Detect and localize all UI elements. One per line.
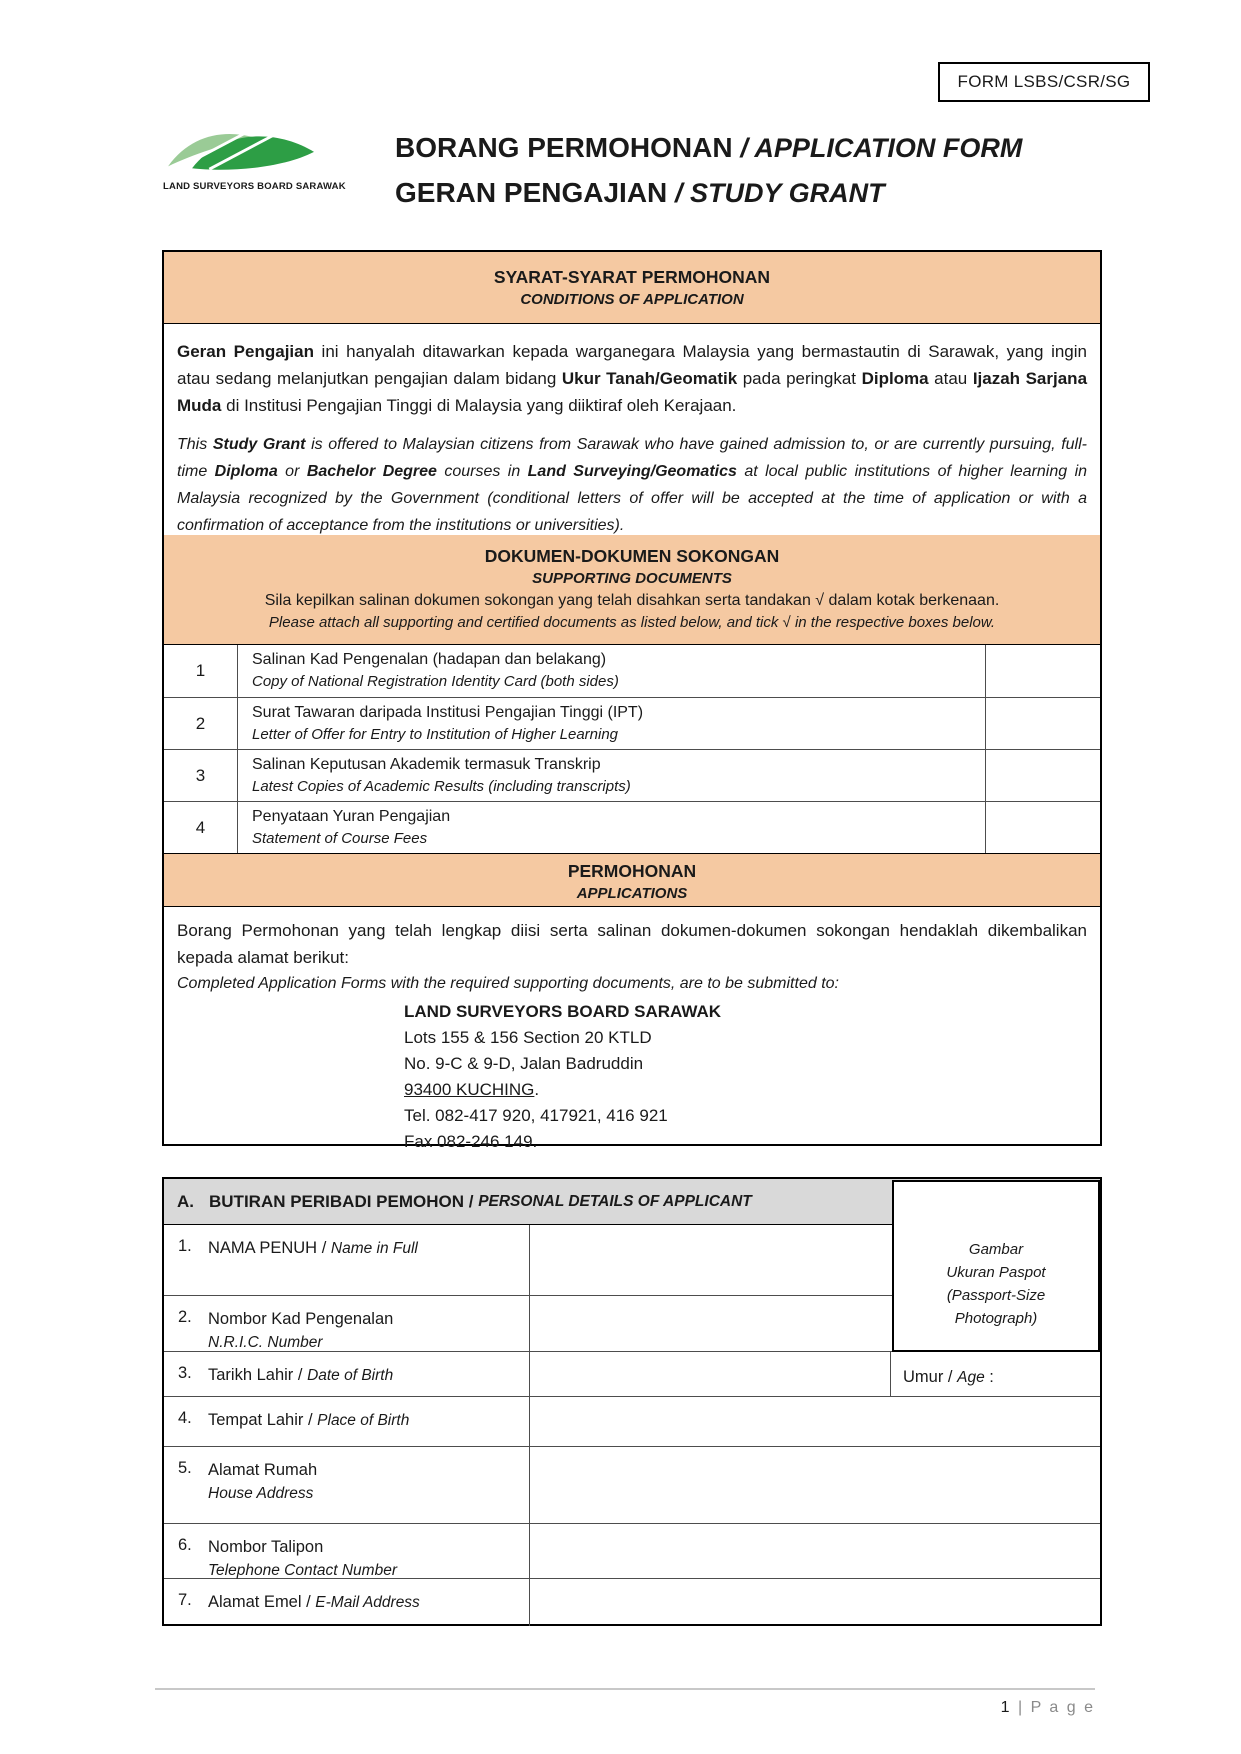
field-row-dob-en: Date of Birth — [307, 1367, 394, 1384]
field-row-house-address-ms: Alamat Rumah — [208, 1461, 318, 1479]
field-row-house-address-label — [164, 1447, 530, 1523]
text-segment: Ijazah Sarjana Muda — [177, 369, 1088, 415]
supporting-heading-en: SUPPORTING DOCUMENTS — [532, 570, 732, 587]
text-segment: Diploma — [861, 369, 929, 388]
field-row-phone — [164, 1523, 1100, 1578]
field-row-email-number: 7. — [178, 1591, 192, 1609]
document-row-3-number: 3 — [164, 750, 238, 801]
photo-box-line3: (Passport-Size — [946, 1287, 1046, 1304]
photo-box-line1: Gambar — [968, 1241, 1024, 1258]
field-row-house-address-number: 5. — [178, 1459, 192, 1477]
title-line2-en: / STUDY GRANT — [675, 178, 885, 208]
section-a-heading-en: PERSONAL DETAILS OF APPLICANT — [478, 1192, 752, 1210]
field-row-dob — [164, 1351, 1100, 1396]
document-row-4-ms: Penyataan Yuran Pengajian — [252, 808, 451, 825]
section-a-heading-sep: / — [464, 1191, 479, 1211]
applications-paragraph-en: Completed Application Forms with the required supporting documents, are to be submitted to: — [177, 975, 839, 992]
field-row-house-address-en: House Address — [208, 1485, 314, 1502]
text-segment: Study Grant — [212, 436, 306, 453]
section-a-heading-ms: BUTIRAN PERIBADI PEMOHON — [209, 1191, 465, 1211]
address-name: LAND SURVEYORS BOARD SARAWAK — [404, 1002, 722, 1021]
document-row-4 — [164, 801, 1100, 853]
photo-box-line2: Ukuran Paspot — [946, 1264, 1046, 1281]
field-row-phone-en: Telephone Contact Number — [208, 1562, 397, 1579]
tick-box-4[interactable] — [985, 802, 1100, 853]
document-row-3-text — [238, 750, 985, 801]
document-row-4-number: 4 — [164, 802, 238, 853]
page-footer — [155, 1688, 1095, 1717]
title-line1 — [395, 128, 1022, 173]
text-segment: 93400 KUCHING — [404, 1080, 535, 1099]
form-code-box — [938, 62, 1150, 102]
address-line2: No. 9-C & 9-D, Jalan Badruddin — [404, 1054, 644, 1073]
field-row-pob-sep: / — [303, 1411, 318, 1429]
footer-page-number: 1 — [1000, 1699, 1012, 1716]
document-row-2-number: 2 — [164, 698, 238, 749]
form-code-text: FORM LSBS/CSR/SG — [957, 72, 1131, 91]
field-row-dob-label — [164, 1352, 530, 1396]
dob-input-cell[interactable] — [530, 1352, 890, 1396]
conditions-heading-en: CONDITIONS OF APPLICATION — [520, 291, 744, 308]
field-row-dob-sep: / — [293, 1366, 308, 1384]
applications-paragraph-ms: Borang Permohonan yang telah lengkap diisi serta salinan dokumen-dokumen sokongan hendaklah dikembalikan kepada alamat berikut: — [177, 921, 1087, 967]
title-line1-ms: BORANG PERMOHONAN — [395, 132, 741, 163]
document-row-2-en: Letter of Offer for Entry to Institution of Higher Learning — [252, 726, 619, 743]
footer-page-label: P a g e — [1030, 1699, 1095, 1716]
document-row-2-ms: Surat Tawaran daripada Institusi Pengajian Tinggi (IPT) — [252, 704, 644, 721]
text-segment: pada peringkat — [737, 369, 862, 388]
tick-box-1[interactable] — [985, 645, 1100, 697]
age-label-sep: / — [943, 1368, 958, 1386]
title-line2 — [395, 173, 1022, 218]
text-segment: ini hanyalah ditawarkan kepada warganegara Malaysia yang bermastautin di Sarawak, yang ingin atau sedang melanjutkan pengajian dalam bidang — [177, 342, 1087, 388]
form-title — [395, 128, 1022, 218]
field-row-nric-ms: Nombor Kad Pengenalan — [208, 1310, 394, 1328]
text-segment: courses in — [436, 463, 528, 480]
field-row-pob-en: Place of Birth — [317, 1412, 410, 1429]
pob-input-cell[interactable] — [530, 1397, 1100, 1446]
supporting-heading-ms: DOKUMEN-DOKUMEN SOKONGAN — [484, 546, 780, 566]
conditions-paragraph-en — [177, 431, 1087, 539]
field-row-dob-ms: Tarikh Lahir — [208, 1366, 294, 1384]
title-line1-en: / APPLICATION FORM — [740, 133, 1023, 163]
age-cell[interactable] — [890, 1352, 1100, 1396]
document-row-3-ms: Salinan Keputusan Akademik termasuk Transkrip — [252, 756, 601, 773]
text-segment: atau — [928, 369, 973, 388]
title-line2-ms: GERAN PENGAJIAN — [395, 177, 676, 208]
text-segment: Ukur Tanah/Geomatik — [561, 369, 738, 388]
field-row-phone-label — [164, 1524, 530, 1578]
text-segment: or — [277, 463, 307, 480]
text-segment: Geran Pengajian — [177, 342, 314, 361]
main-form-box — [162, 250, 1102, 1151]
conditions-paragraph-ms — [177, 338, 1087, 419]
text-segment: This — [177, 436, 213, 453]
age-label-ms: Umur — [903, 1368, 944, 1386]
board-address-block — [404, 999, 1087, 1155]
address-fax: Fax 082-246 149. — [404, 1132, 538, 1151]
photo-box-line4: Photograph) — [954, 1310, 1038, 1327]
address-tel: Tel. 082-417 920, 417921, 416 921 — [404, 1106, 668, 1125]
field-row-email-label — [164, 1579, 530, 1626]
conditions-body — [164, 324, 1100, 535]
tick-box-3[interactable] — [985, 750, 1100, 801]
document-row-1-ms: Salinan Kad Pengenalan (hadapan dan belakang) — [252, 651, 607, 668]
field-row-name-label — [164, 1225, 530, 1295]
supporting-instruction-en: Please attach all supporting and certified documents as listed below, and tick √ in the respective boxes below. — [268, 614, 996, 631]
document-row-4-en: Statement of Course Fees — [252, 830, 428, 847]
supporting-documents-header — [164, 535, 1100, 645]
lsbs-logo-icon — [163, 126, 321, 174]
field-row-pob-ms: Tempat Lahir — [208, 1411, 304, 1429]
email-input-cell[interactable] — [530, 1579, 1100, 1626]
text-segment: Bachelor Degree — [306, 463, 437, 480]
field-row-pob-label — [164, 1397, 530, 1446]
field-row-name-ms: NAMA PENUH — [208, 1239, 318, 1257]
applications-body — [164, 907, 1100, 1151]
document-row-1-en: Copy of National Registration Identity Card (both sides) — [252, 673, 619, 690]
text-segment: is offered to Malaysian citizens from Sarawak who have gained admission to, or are currently pursuing, full-time — [177, 436, 1087, 480]
document-row-2 — [164, 697, 1100, 749]
tick-box-2[interactable] — [985, 698, 1100, 749]
phone-input-cell[interactable] — [530, 1524, 1100, 1578]
field-row-name-number: 1. — [178, 1237, 192, 1255]
lsbs-logo — [163, 126, 346, 192]
text-segment: . — [534, 1080, 540, 1099]
document-row-2-text — [238, 698, 985, 749]
document-row-3 — [164, 749, 1100, 801]
field-row-house-address — [164, 1446, 1100, 1523]
text-segment: Diploma — [214, 463, 278, 480]
age-label-colon: : — [984, 1368, 994, 1386]
field-row-dob-number: 3. — [178, 1364, 192, 1382]
field-row-email-ms: Alamat Emel — [208, 1593, 302, 1611]
supporting-instruction-ms: Sila kepilkan salinan dokumen sokongan yang telah disahkan serta tandakan √ dalam kotak berkenaan. — [264, 592, 1000, 609]
logo-caption: LAND SURVEYORS BOARD SARAWAK — [163, 181, 346, 192]
text-segment: Land Surveying/Geomatics — [527, 463, 737, 480]
address-line3 — [404, 1077, 1087, 1103]
document-row-3-en: Latest Copies of Academic Results (including transcripts) — [252, 778, 631, 795]
passport-photo-box[interactable] — [892, 1180, 1100, 1352]
field-row-phone-number: 6. — [178, 1536, 192, 1554]
field-row-name-sep: / — [317, 1239, 331, 1257]
document-row-1-number: 1 — [164, 645, 238, 697]
document-row-4-text — [238, 802, 985, 853]
field-row-email-en: E-Mail Address — [315, 1594, 420, 1611]
applications-header — [164, 853, 1100, 907]
field-row-name-en: Name in Full — [330, 1240, 418, 1257]
field-row-pob — [164, 1396, 1100, 1446]
footer-separator: | — [1011, 1699, 1031, 1716]
field-row-pob-number: 4. — [178, 1409, 192, 1427]
applications-heading-ms: PERMOHONAN — [567, 861, 697, 881]
field-row-nric-en: N.R.I.C. Number — [208, 1334, 323, 1351]
document-row-1 — [164, 645, 1100, 697]
house-address-input-cell[interactable] — [530, 1447, 1100, 1523]
field-row-email — [164, 1578, 1100, 1626]
text-segment: di Institusi Pengajian Tinggi di Malaysia yang diiktiraf oleh Kerajaan. — [221, 396, 737, 415]
field-row-phone-ms: Nombor Talipon — [208, 1538, 324, 1556]
age-label-en: Age — [957, 1369, 985, 1386]
section-a-label: A. — [177, 1191, 194, 1211]
field-row-nric-number: 2. — [178, 1308, 192, 1326]
field-row-nric-label — [164, 1296, 530, 1351]
address-line1: Lots 155 & 156 Section 20 KTLD — [404, 1028, 652, 1047]
text-segment: at local public institutions of higher learning in Malaysia recognized by the Government (conditional letters of offer will be accepted at the time of application or with a confirmation of acceptance from the institutions or universities). — [177, 463, 1088, 534]
conditions-heading-ms: SYARAT-SYARAT PERMOHONAN — [493, 267, 771, 287]
field-row-email-sep: / — [301, 1593, 316, 1611]
applications-heading-en: APPLICATIONS — [576, 885, 688, 902]
document-row-1-text — [238, 645, 985, 697]
conditions-header — [164, 252, 1100, 324]
